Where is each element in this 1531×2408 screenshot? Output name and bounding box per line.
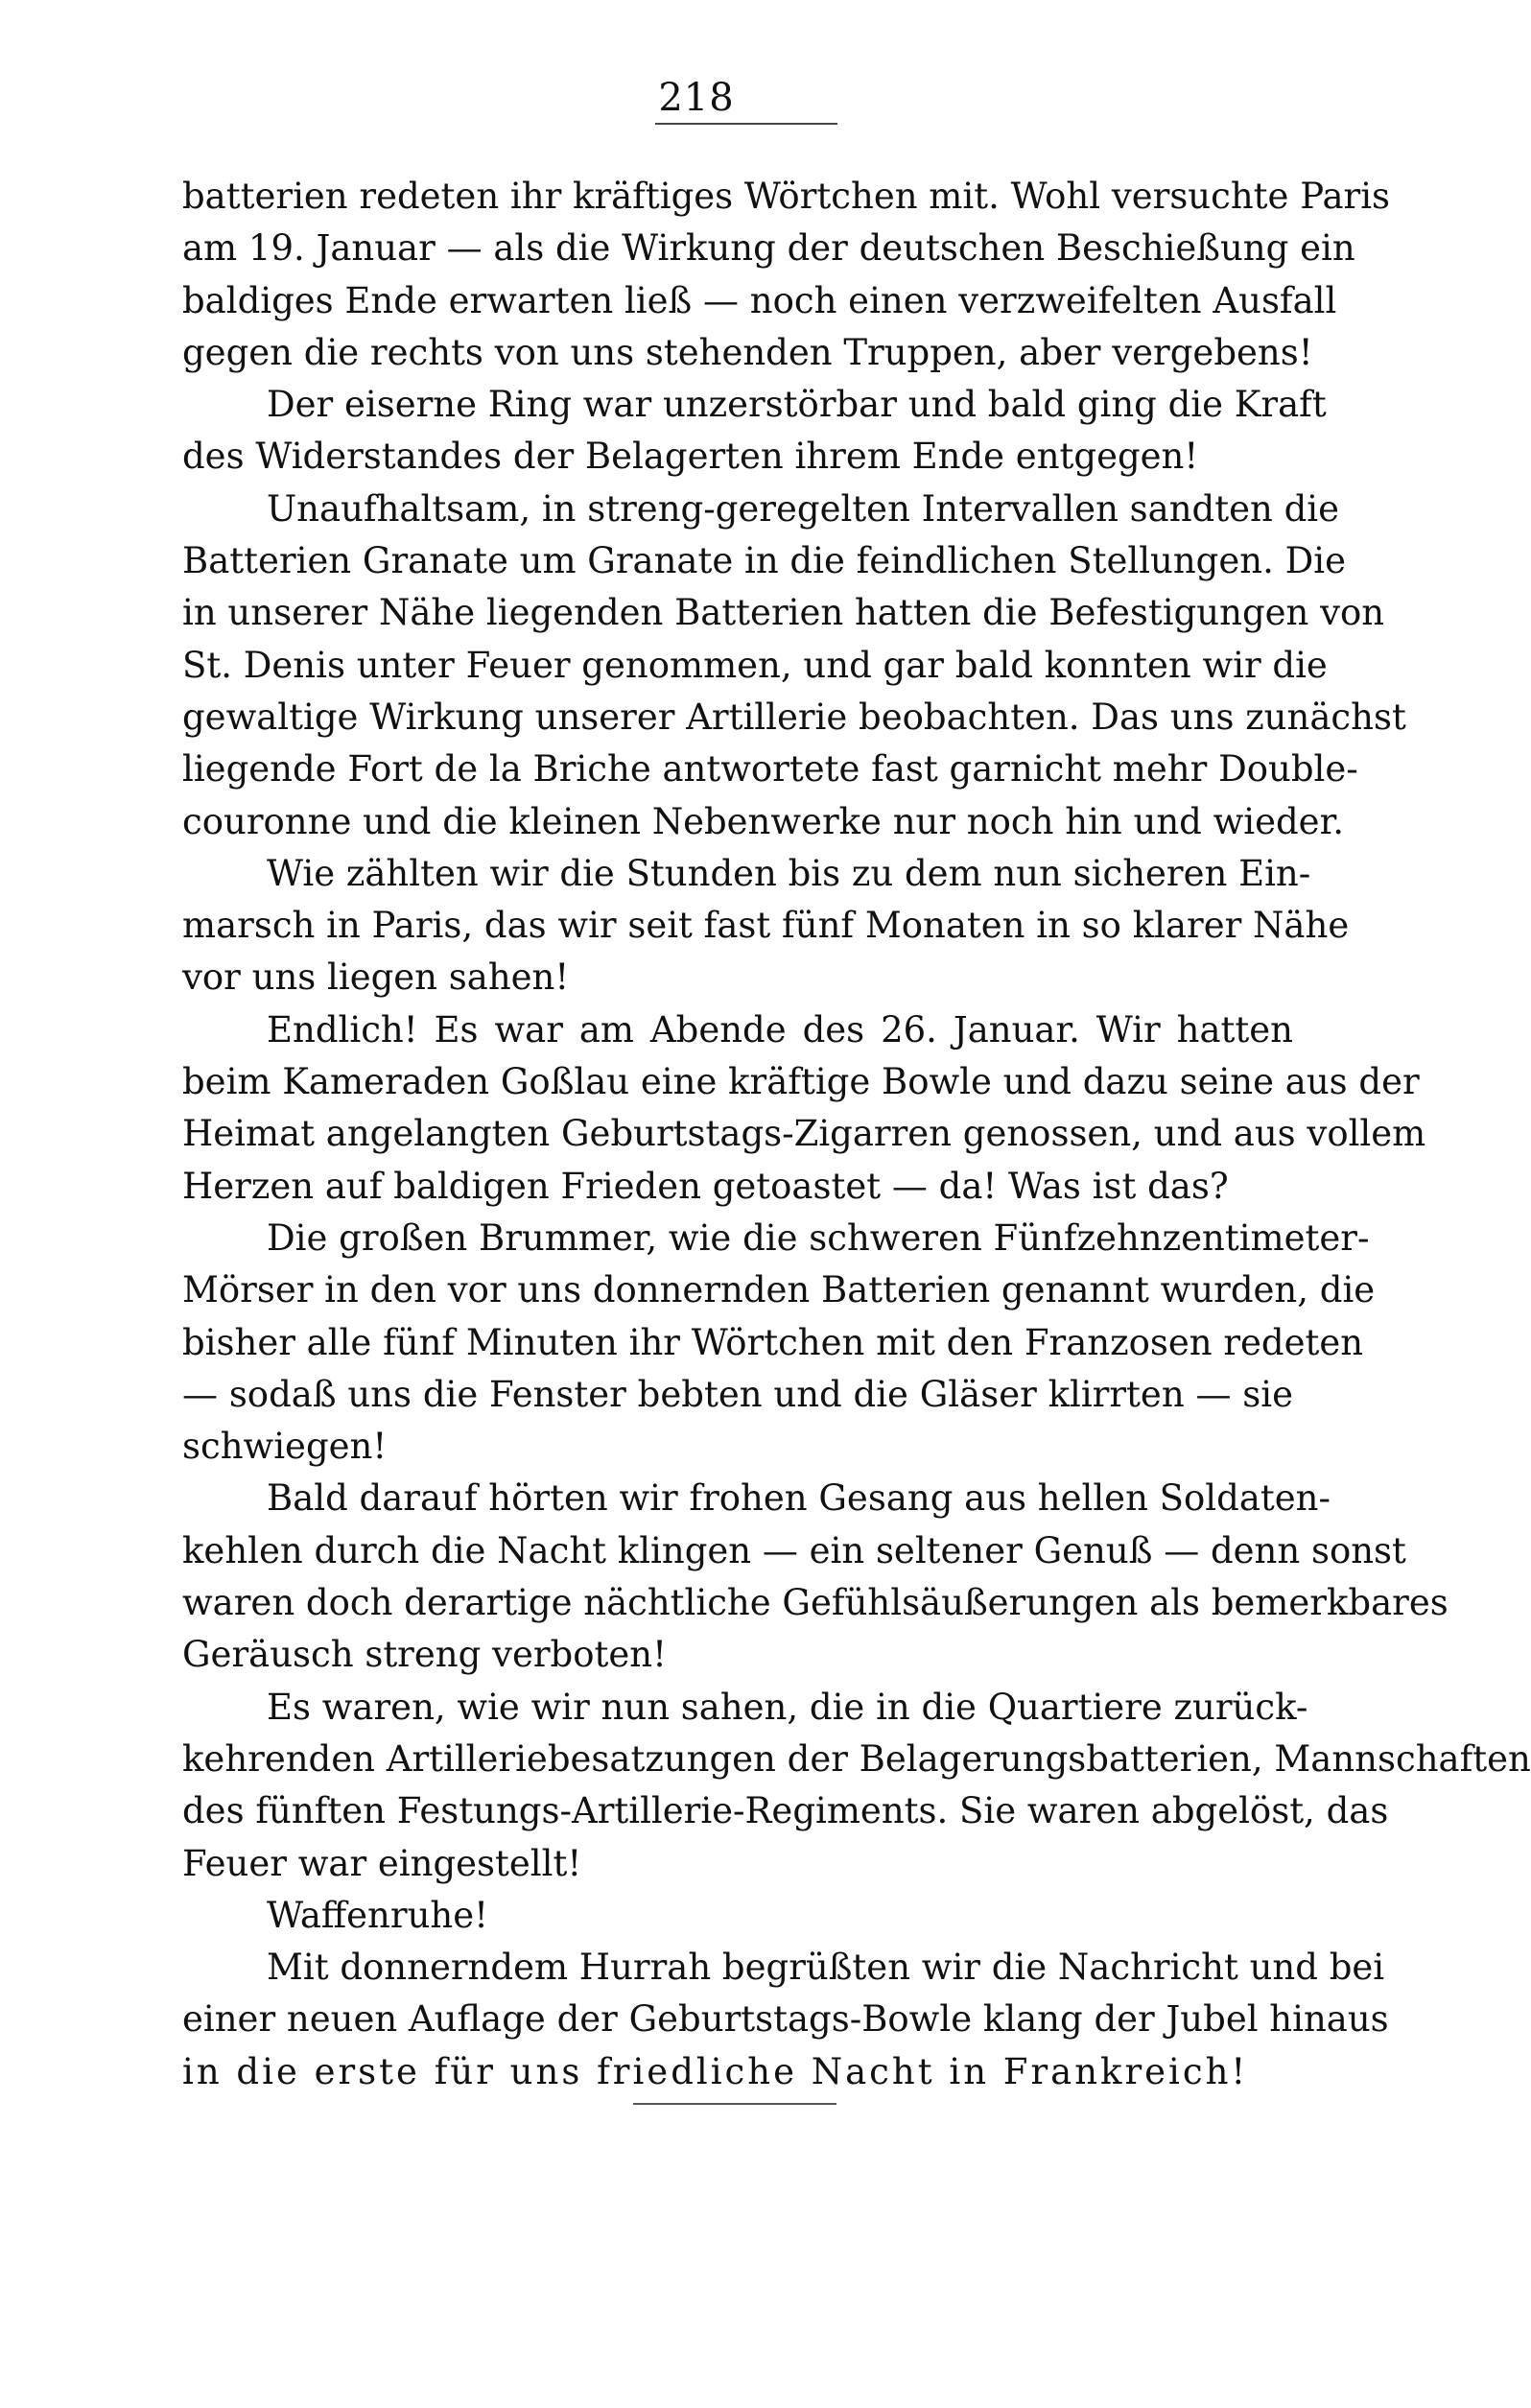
- text-line: batterien redeten ihr kräftiges Wörtchen mit. Wohl versuchte Paris: [182, 176, 1391, 217]
- text-line: Mit donnerndem Hurrah begrüßten wir die Nachricht und bei: [267, 1947, 1385, 1989]
- text-line: des Widerstandes der Belagerten ihrem Ende entgegen!: [182, 436, 1199, 478]
- text-line: einer neuen Auflage der Geburtstags-Bowle klang der Jubel hinaus: [182, 1998, 1389, 2041]
- text-line: waren doch derartige nächtliche Gefühlsäußerungen als bemerkbares: [182, 1582, 1449, 1624]
- header-rule: [655, 123, 837, 125]
- text-line: liegende Fort de la Briche antwortete fast garnicht mehr Double-: [182, 748, 1358, 791]
- text-line: Die großen Brummer, wie die schweren Fünfzehnzentimeter-: [267, 1216, 1370, 1259]
- body-text: [182, 171, 1531, 2098]
- footer-rule: [633, 2103, 836, 2105]
- text-line: gegen die rechts von uns stehenden Truppen, aber vergebens!: [182, 331, 1313, 373]
- text-line: in die erste für uns friedliche Nacht in Frankreich!: [182, 2050, 1249, 2092]
- text-line: vor uns liegen sahen!: [182, 956, 570, 999]
- text-line: in unserer Nähe liegenden Batterien hatten die Befestigungen von: [182, 592, 1385, 634]
- text-line: Batterien Granate um Granate in die feindlichen Stellungen. Die: [182, 540, 1347, 582]
- text-line: Waffenruhe!: [267, 1894, 488, 1936]
- text-line: Wie zählten wir die Stunden bis zu dem nun sicheren Ein-: [267, 852, 1311, 894]
- text-line: Heimat angelangten Geburtstags-Zigarren genossen, und aus vollem: [182, 1113, 1426, 1155]
- text-line: marsch in Paris, das wir seit fast fünf Monaten in so klarer Nähe: [182, 905, 1350, 947]
- text-line: beim Kameraden Goßlau eine kräftige Bowle und dazu seine aus der: [182, 1061, 1420, 1103]
- text-line: Der eiserne Ring war unzerstörbar und bald ging die Kraft: [267, 384, 1327, 426]
- text-line: Feuer war eingestellt!: [182, 1842, 582, 1884]
- text-line: bisher alle fünf Minuten ihr Wörtchen mit den Franzosen redeten: [182, 1321, 1364, 1363]
- text-line: Herzen auf baldigen Frieden getoastet — da! Was ist das?: [182, 1165, 1229, 1207]
- text-line: Bald darauf hörten wir frohen Gesang aus hellen Soldaten-: [267, 1477, 1331, 1520]
- text-line: gewaltige Wirkung unserer Artillerie beobachten. Das uns zunächst: [182, 696, 1406, 738]
- text-line: kehlen durch die Nacht klingen — ein seltener Genuß — denn sonst: [182, 1529, 1406, 1571]
- text-line: Geräusch streng verboten!: [182, 1634, 667, 1676]
- text-line: kehrenden Artilleriebesatzungen der Belagerungsbatterien, Mannschaften: [182, 1737, 1531, 1780]
- text-line: baldiges Ende erwarten ließ — noch einen verzweifelten Ausfall: [182, 279, 1337, 321]
- page-number: 218: [658, 76, 735, 120]
- text-line: Endlich! Es war am Abende des 26. Januar. Wir hatten: [267, 1008, 1293, 1051]
- text-line: couronne und die kleinen Nebenwerke nur noch hin und wieder.: [182, 800, 1344, 842]
- text-line: schwiegen!: [182, 1426, 388, 1468]
- text-line: Es waren, wie wir nun sahen, die in die Quartiere zurück-: [267, 1686, 1308, 1728]
- text-line: St. Denis unter Feuer genommen, und gar bald konnten wir die: [182, 644, 1328, 686]
- text-line: des fünften Festungs-Artillerie-Regiments. Sie waren abgelöst, das: [182, 1790, 1389, 1832]
- text-line: — sodaß uns die Fenster bebten und die Gläser klirrten — sie: [182, 1373, 1293, 1415]
- text-line: Mörser in den vor uns donnernden Batterien genannt wurden, die: [182, 1269, 1376, 1311]
- text-line: Unaufhaltsam, in streng-geregelten Intervallen sandten die: [267, 487, 1340, 530]
- text-line: am 19. Januar — als die Wirkung der deutschen Beschießung ein: [182, 227, 1355, 270]
